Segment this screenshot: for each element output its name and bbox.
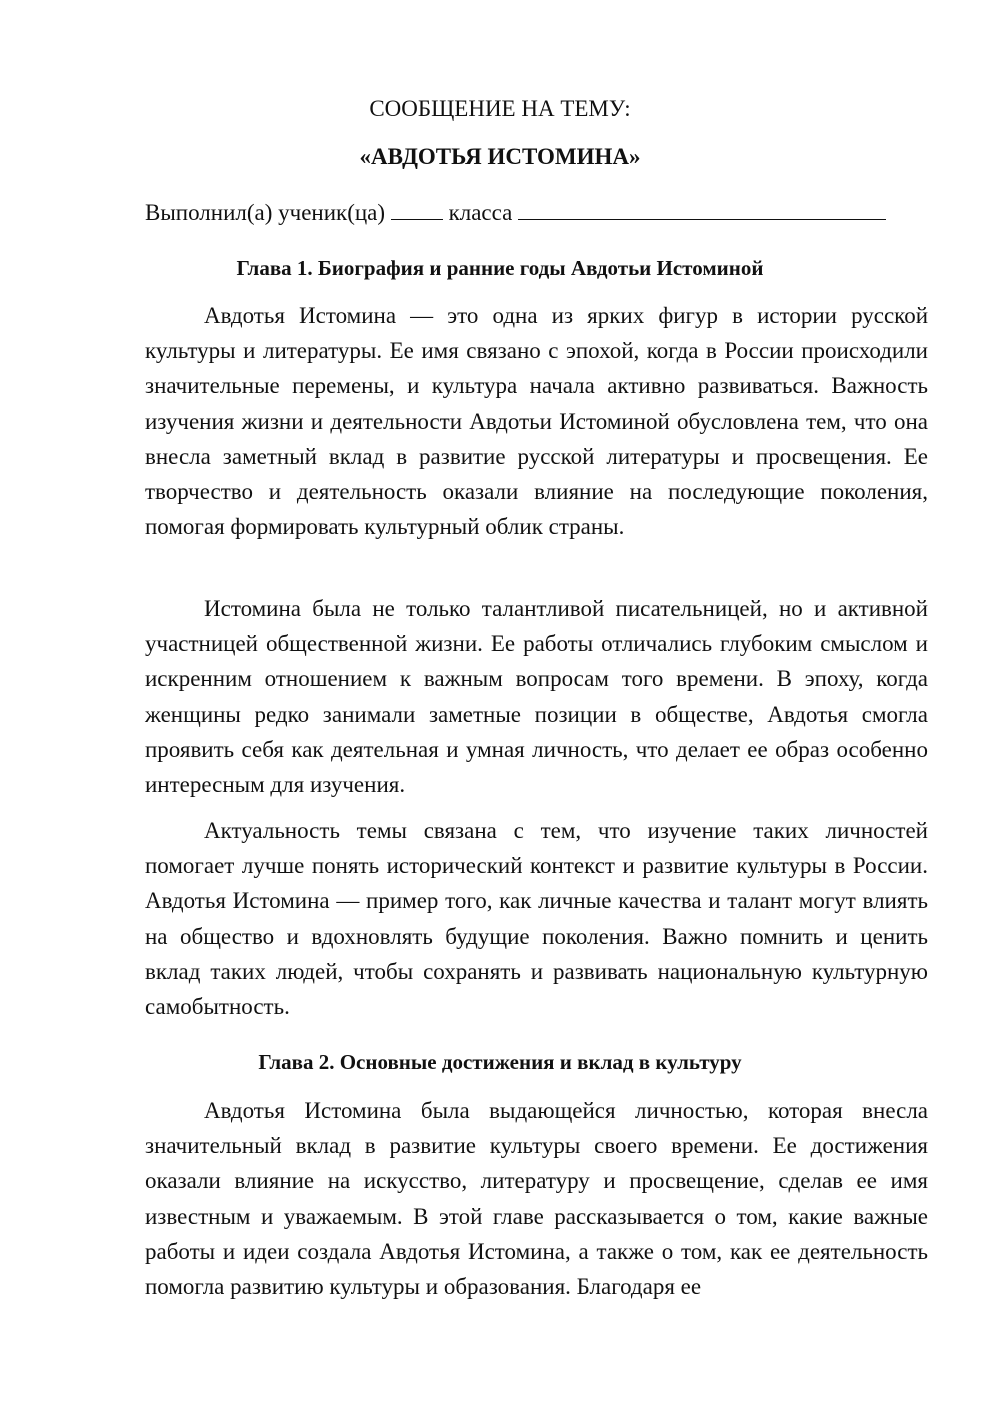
chapter-1-heading: Глава 1. Биография и ранние годы Авдотьи Истоминой bbox=[236, 256, 764, 280]
chapter-1-paragraph-1: Авдотья Истомина — это одна из ярких фигур в истории русской культуры и литературы. Ее имя связано с эпохой, когда в России происходили значительные перемены, и культура начала активно развиваться. Важность изучения жизни и деятельности Авдотьи Истоминой обусловлена тем, что она внесла заметный вклад в развитие русской литературы и просвещения. Ее творчество и деятельность оказали влияние на последующие поколения, помогая формировать культурный облик страны. bbox=[145, 303, 928, 540]
chapter-1-paragraph-2: Истомина была не только талантливой писательницей, но и активной участницей общественной жизни. Ее работы отличались глубоким смыслом и искренним отношением к важным вопросам того времени. В эпоху, когда женщины редко занимали заметные позиции в обществе, Авдотья смогла проявить себя как деятельная и умная личность, что делает ее образ особенно интересным для изучения. bbox=[145, 596, 928, 798]
student-name-blank[interactable] bbox=[518, 197, 886, 220]
chapter-2-paragraph-1: Авдотья Истомина была выдающейся личностью, которая внесла значительный вклад в развитие культуры своего времени. Ее достижения оказали влияние на искусство, литературу и просвещение, сделав ее имя известным и уважаемым. В этой главе рассказывается о том, какие важные работы и идеи создала Авдотья Истомина, а также о том, как ее деятельность помогла развитию культуры и образования. Благодаря ее bbox=[145, 1098, 928, 1300]
class-label: класса bbox=[448, 200, 513, 225]
title-line-2: «АВДОТЬЯ ИСТОМИНА» bbox=[359, 144, 641, 169]
chapter-1-paragraph-3: Актуальность темы связана с тем, что изучение таких личностей помогает лучше понять исторический контекст и развитие культуры в России. Авдотья Истомина — пример того, как личные качества и талант могут влиять на общество и вдохновлять будущие поколения. Важно помнить и ценить вклад таких людей, чтобы сохранять и развивать национальную культурную самобытность. bbox=[145, 818, 928, 1020]
student-line bbox=[145, 197, 925, 228]
chapter-2-heading: Глава 2. Основные достижения и вклад в культуру bbox=[258, 1050, 742, 1074]
class-number-blank[interactable] bbox=[391, 197, 443, 220]
student-label: Выполнил(а) ученик(ца) bbox=[145, 200, 386, 225]
title-line-1: СООБЩЕНИЕ НА ТЕМУ: bbox=[369, 96, 631, 121]
